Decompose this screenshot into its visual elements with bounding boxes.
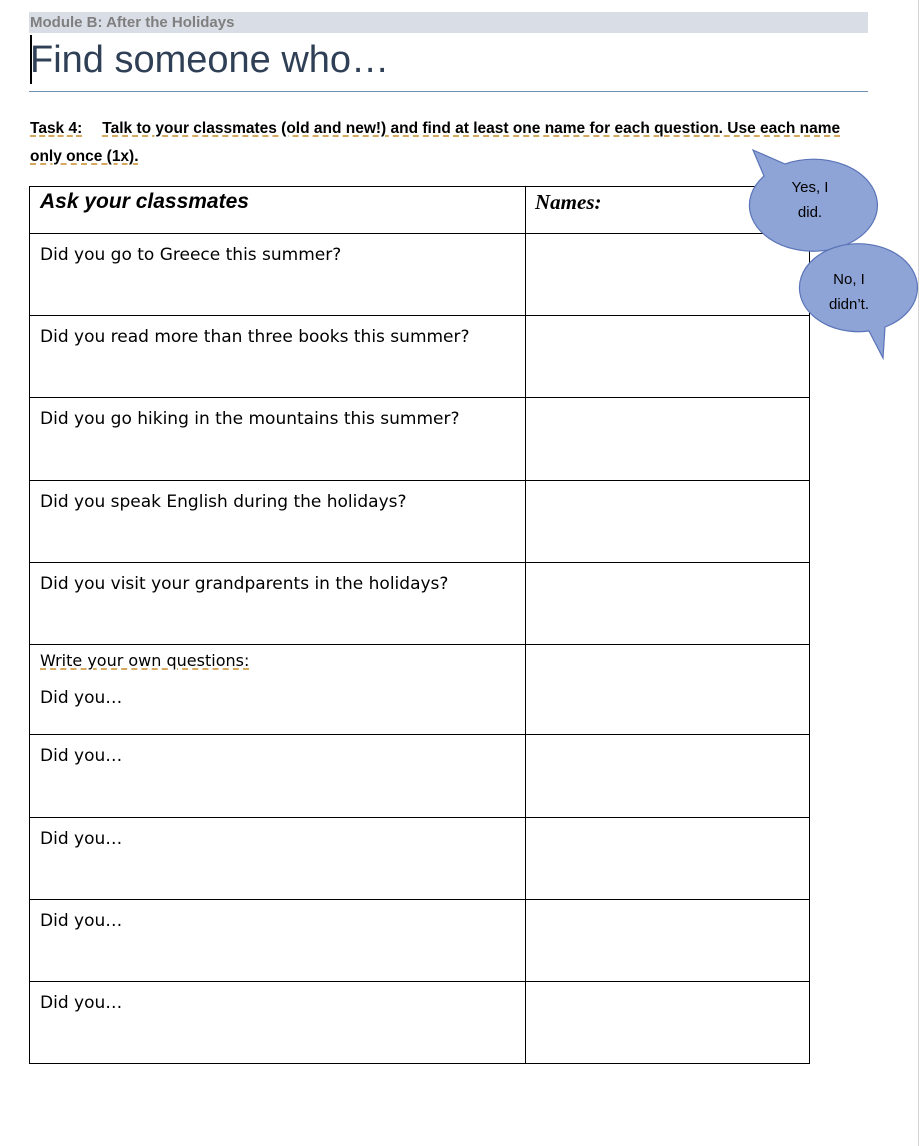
question-cell: Did you speak English during the holidays? <box>30 481 526 563</box>
own-question-cell[interactable]: Did you… <box>30 735 526 818</box>
name-cell[interactable] <box>526 481 810 563</box>
table-row <box>30 234 810 316</box>
table-row <box>30 563 810 645</box>
speech-bubble-yes-text: Yes, I did. <box>791 179 829 221</box>
speech-bubble-no-text: No, I didn’t. <box>828 271 870 313</box>
table-row <box>30 982 810 1064</box>
table-row <box>30 481 810 563</box>
page-edge <box>918 0 919 1146</box>
name-cell[interactable] <box>526 900 810 982</box>
table-header-row <box>30 187 810 234</box>
table-row <box>30 900 810 982</box>
question-cell: Did you go hiking in the mountains this summer? <box>30 398 526 481</box>
header-names: Names: <box>526 187 810 234</box>
own-question-cell[interactable]: Did you… <box>30 900 526 982</box>
own-question-cell[interactable]: Did you… <box>30 982 526 1064</box>
table-row <box>30 398 810 481</box>
own-question-cell[interactable] <box>30 645 526 735</box>
own-question-cell[interactable]: Did you… <box>30 818 526 900</box>
name-cell[interactable] <box>526 316 810 398</box>
find-someone-table <box>29 186 810 1064</box>
name-cell[interactable] <box>526 398 810 481</box>
title-divider <box>29 91 868 92</box>
task-text: Talk to your classmates (old and new!) and find at least one name for each question. Use each name only once (1x). <box>30 120 841 165</box>
name-cell[interactable] <box>526 818 810 900</box>
task-label: Task 4: <box>30 120 83 137</box>
header-questions: Ask your classmates <box>30 187 526 234</box>
question-cell: Did you visit your grandparents in the holidays? <box>30 563 526 645</box>
speech-bubble-yes <box>745 150 877 246</box>
own-question-text: Did you… <box>40 688 123 708</box>
module-header: Module B: After the Holidays <box>29 12 868 33</box>
page-title[interactable]: Find someone who… <box>30 39 390 81</box>
name-cell[interactable] <box>526 563 810 645</box>
name-cell[interactable] <box>526 645 810 735</box>
table-row <box>30 645 810 735</box>
name-cell[interactable] <box>526 982 810 1064</box>
own-questions-label: Write your own questions: <box>40 651 250 670</box>
table-row <box>30 735 810 818</box>
table-row <box>30 818 810 900</box>
question-cell: Did you read more than three books this summer? <box>30 316 526 398</box>
table-row <box>30 316 810 398</box>
name-cell[interactable] <box>526 735 810 818</box>
speech-bubble-no <box>789 248 911 360</box>
question-cell: Did you go to Greece this summer? <box>30 234 526 316</box>
